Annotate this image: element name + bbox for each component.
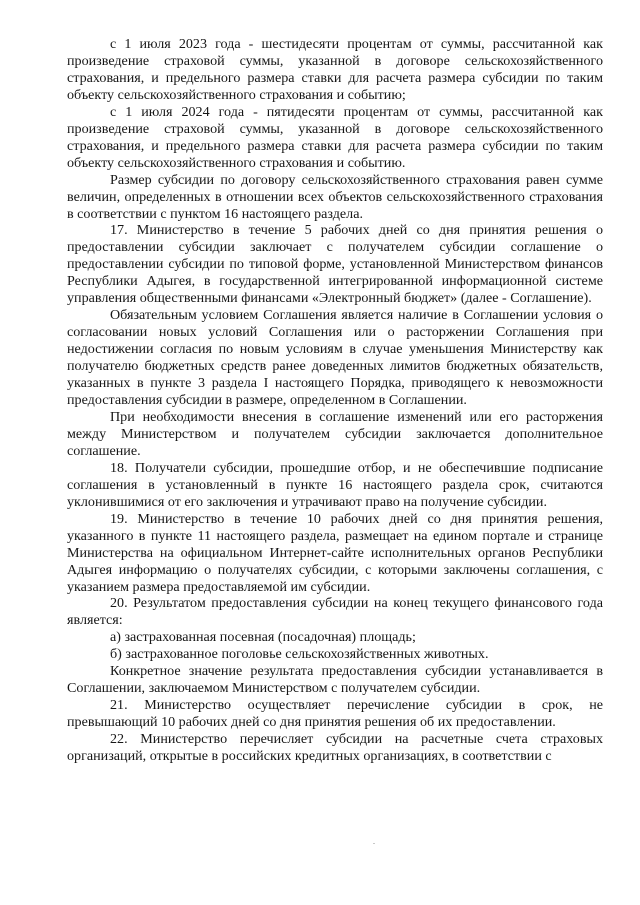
paragraph-agreement-condition: Обязательным условием Соглашения является наличие в Соглашении условия о согласовании новых условий Соглашения или о расторжении Соглашения при недостижении согласия по новым условиям в случае уменьшения Министерству как получателю бюджетных средств ранее доведенных лимитов бюджетных обязательств, указанных в пункте 3 раздела I настоящего Порядка, приводящего к невозможности предоставления субсидии в размере, определенном в Соглашении.: [67, 307, 603, 409]
paragraph-agreement-changes: При необходимости внесения в соглашение изменений или его расторжения между Министерством и получателем субсидии заключается дополнительное соглашение.: [67, 408, 603, 459]
paragraph-subsidy-2024: с 1 июля 2024 года - пятидесяти процентам от суммы, рассчитанной как произведение страховой суммы, указанной в договоре сельскохозяйственного страхования, и предельного размера ставки для расчета размера субсидии по таким объекту сельскохозяйственного страхования и событию.: [67, 103, 603, 171]
paragraph-item-22: 22. Министерство перечисляет субсидии на расчетные счета страховых организаций, открытые в российских кредитных организациях, в соответствии с: [67, 731, 603, 765]
paragraph-subsidy-2023: с 1 июля 2023 года - шестидесяти процентам от суммы, рассчитанной как произведение страховой суммы, указанной в договоре сельскохозяйственного страхования, и предельного размера ставки для расчета размера субсидии по таким объекту сельскохозяйственного страхования и событию;: [67, 36, 603, 103]
paragraph-item-18: 18. Получатели субсидии, прошедшие отбор, и не обеспечившие подписание соглашения в установленный в пункте 16 настоящего раздела срок, считаются уклонившимися от его заключения и утрачивают право на получение субсидии.: [67, 459, 603, 510]
paragraph-item-20-b: б) застрахованное поголовье сельскохозяйственных животных.: [110, 646, 489, 663]
paragraph-item-21: 21. Министерство осуществляет перечисление субсидии в срок, не превышающий 10 рабочих дней со дня принятия решения об их предоставлении.: [67, 697, 603, 731]
scan-speck: [373, 843, 375, 844]
paragraph-item-17: 17. Министерство в течение 5 рабочих дней со дня принятия решения о предоставлении субсидии заключает с получателем субсидии соглашение о предоставлении субсидии по типовой форме, установленной Министерством финансов Республики Адыгея, в государственной интегрированной информационной системе управления общественными финансами «Электронный бюджет» (далее - Соглашение).: [67, 222, 603, 307]
document-page: [67, 36, 603, 765]
paragraph-item-20: 20. Результатом предоставления субсидии на конец текущего финансового года является:: [67, 595, 603, 629]
paragraph-item-20-a: а) застрахованная посевная (посадочная) площадь;: [110, 629, 416, 646]
paragraph-result-value: Конкретное значение результата предоставления субсидии устанавливается в Соглашении, заключаемом Министерством с получателем субсидии.: [67, 663, 603, 697]
paragraph-item-19: 19. Министерство в течение 10 рабочих дней со дня принятия решения, указанного в пункте 11 настоящего раздела, размещает на едином портале и странице Министерства на официальном Интернет-сайте исполнительных органов Республики Адыгея информацию о получателях субсидии, с которыми заключены соглашения, с указанием размера предоставляемой им субсидии.: [67, 510, 603, 595]
paragraph-subsidy-amount: Размер субсидии по договору сельскохозяйственного страхования равен сумме величин, определенных в отношении всех объектов сельскохозяйственного страхования в соответствии с пунктом 16 настоящего раздела.: [67, 171, 603, 222]
